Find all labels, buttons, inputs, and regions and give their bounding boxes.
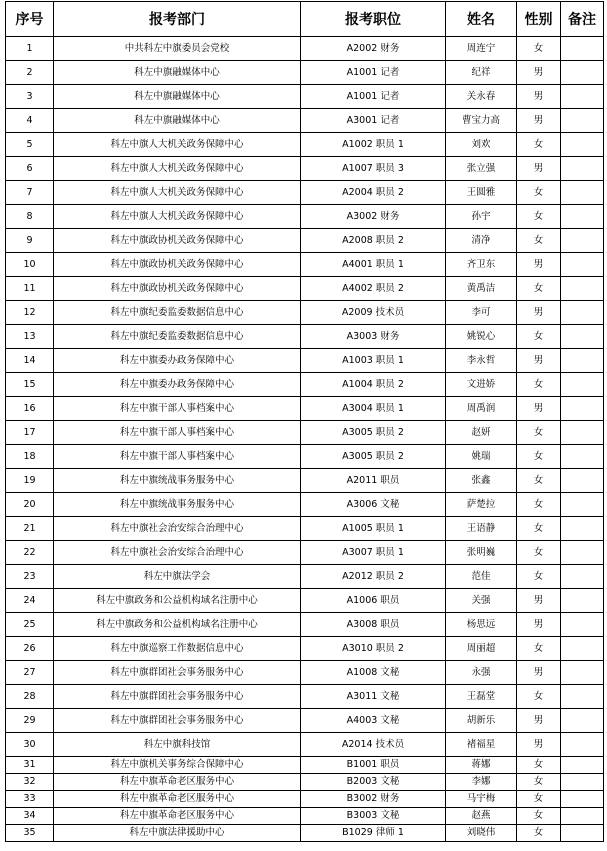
cell-gender: 女 — [517, 277, 561, 301]
cell-position: A3007 职员 1 — [301, 541, 446, 565]
header-gender: 性别 — [517, 2, 561, 37]
cell-remarks — [561, 613, 604, 637]
table-row — [6, 565, 604, 589]
table-row — [6, 517, 604, 541]
cell-position: A3005 职员 2 — [301, 421, 446, 445]
cell-name: 王语静 — [446, 517, 517, 541]
cell-remarks — [561, 774, 604, 791]
cell-gender: 男 — [517, 109, 561, 133]
cell-name: 萨楚拉 — [446, 493, 517, 517]
cell-department: 科左中旗法学会 — [54, 565, 301, 589]
cell-department: 科左中旗机关事务综合保障中心 — [54, 757, 301, 774]
cell-remarks — [561, 757, 604, 774]
cell-position: A1001 记者 — [301, 85, 446, 109]
cell-department: 科左中旗政协机关政务保障中心 — [54, 277, 301, 301]
header-remarks: 备注 — [561, 2, 604, 37]
cell-name: 赵妍 — [446, 421, 517, 445]
cell-position: A2012 职员 2 — [301, 565, 446, 589]
cell-remarks — [561, 133, 604, 157]
cell-position: A1007 职员 3 — [301, 157, 446, 181]
cell-gender: 女 — [517, 808, 561, 825]
cell-department: 科左中旗干部人事档案中心 — [54, 445, 301, 469]
cell-name: 曹宝力高 — [446, 109, 517, 133]
cell-index: 31 — [6, 757, 54, 774]
cell-name: 李可 — [446, 301, 517, 325]
cell-gender: 女 — [517, 791, 561, 808]
cell-department: 科左中旗政务和公益机构域名注册中心 — [54, 613, 301, 637]
cell-index: 22 — [6, 541, 54, 565]
cell-name: 齐卫东 — [446, 253, 517, 277]
cell-index: 19 — [6, 469, 54, 493]
cell-name: 褚福星 — [446, 733, 517, 757]
cell-position: A1002 职员 1 — [301, 133, 446, 157]
cell-index: 10 — [6, 253, 54, 277]
table-row — [6, 37, 604, 61]
header-name: 姓名 — [446, 2, 517, 37]
cell-department: 科左中旗政务和公益机构域名注册中心 — [54, 589, 301, 613]
cell-department: 科左中旗人大机关政务保障中心 — [54, 133, 301, 157]
cell-position: A3002 财务 — [301, 205, 446, 229]
cell-index: 21 — [6, 517, 54, 541]
cell-index: 11 — [6, 277, 54, 301]
cell-remarks — [561, 37, 604, 61]
cell-gender: 男 — [517, 253, 561, 277]
cell-remarks — [561, 709, 604, 733]
cell-remarks — [561, 421, 604, 445]
cell-remarks — [561, 205, 604, 229]
cell-name: 范佳 — [446, 565, 517, 589]
table-row — [6, 774, 604, 791]
header-row — [6, 2, 604, 37]
cell-index: 12 — [6, 301, 54, 325]
cell-position: A2008 职员 2 — [301, 229, 446, 253]
cell-remarks — [561, 565, 604, 589]
table-row — [6, 349, 604, 373]
cell-gender: 男 — [517, 589, 561, 613]
cell-department: 科左中旗人大机关政务保障中心 — [54, 157, 301, 181]
cell-gender: 女 — [517, 421, 561, 445]
cell-department: 科左中旗群团社会事务服务中心 — [54, 685, 301, 709]
cell-remarks — [561, 469, 604, 493]
cell-department: 科左中旗社会治安综合治理中心 — [54, 517, 301, 541]
cell-position: A1003 职员 1 — [301, 349, 446, 373]
cell-gender: 女 — [517, 493, 561, 517]
cell-position: B1029 律师 1 — [301, 825, 446, 842]
cell-gender: 女 — [517, 325, 561, 349]
cell-department: 科左中旗干部人事档案中心 — [54, 397, 301, 421]
cell-position: A1005 职员 1 — [301, 517, 446, 541]
cell-index: 6 — [6, 157, 54, 181]
cell-remarks — [561, 277, 604, 301]
cell-gender: 男 — [517, 613, 561, 637]
cell-gender: 男 — [517, 157, 561, 181]
cell-gender: 女 — [517, 517, 561, 541]
cell-remarks — [561, 349, 604, 373]
table-body — [6, 37, 604, 842]
cell-name: 周丽超 — [446, 637, 517, 661]
cell-name: 关永春 — [446, 85, 517, 109]
table-row — [6, 229, 604, 253]
cell-index: 23 — [6, 565, 54, 589]
cell-remarks — [561, 733, 604, 757]
cell-department: 科左中旗纪委监委数据信息中心 — [54, 325, 301, 349]
table-row — [6, 541, 604, 565]
cell-position: A2014 技术员 — [301, 733, 446, 757]
cell-department: 科左中旗群团社会事务服务中心 — [54, 709, 301, 733]
cell-position: A3004 职员 1 — [301, 397, 446, 421]
table-row — [6, 109, 604, 133]
cell-department: 中共科左中旗委员会党校 — [54, 37, 301, 61]
cell-gender: 女 — [517, 181, 561, 205]
cell-position: A2002 财务 — [301, 37, 446, 61]
cell-name: 张立强 — [446, 157, 517, 181]
cell-name: 文进娇 — [446, 373, 517, 397]
cell-gender: 女 — [517, 133, 561, 157]
cell-remarks — [561, 301, 604, 325]
cell-index: 28 — [6, 685, 54, 709]
cell-gender: 女 — [517, 469, 561, 493]
cell-index: 29 — [6, 709, 54, 733]
cell-name: 蒋娜 — [446, 757, 517, 774]
cell-remarks — [561, 825, 604, 842]
cell-remarks — [561, 685, 604, 709]
cell-department: 科左中旗干部人事档案中心 — [54, 421, 301, 445]
header-position: 报考职位 — [301, 2, 446, 37]
cell-remarks — [561, 253, 604, 277]
cell-department: 科左中旗融媒体中心 — [54, 85, 301, 109]
cell-position: A2004 职员 2 — [301, 181, 446, 205]
cell-remarks — [561, 61, 604, 85]
cell-index: 2 — [6, 61, 54, 85]
cell-gender: 女 — [517, 637, 561, 661]
cell-gender: 女 — [517, 757, 561, 774]
cell-index: 3 — [6, 85, 54, 109]
cell-remarks — [561, 325, 604, 349]
cell-index: 1 — [6, 37, 54, 61]
table-row — [6, 685, 604, 709]
cell-index: 34 — [6, 808, 54, 825]
cell-remarks — [561, 661, 604, 685]
cell-position: A3001 记者 — [301, 109, 446, 133]
cell-position: B2003 文秘 — [301, 774, 446, 791]
table-row — [6, 445, 604, 469]
cell-index: 16 — [6, 397, 54, 421]
personnel-table — [5, 1, 604, 842]
cell-remarks — [561, 808, 604, 825]
cell-name: 王磊堂 — [446, 685, 517, 709]
cell-name: 永强 — [446, 661, 517, 685]
cell-gender: 女 — [517, 565, 561, 589]
table-row — [6, 493, 604, 517]
cell-position: B1001 职员 — [301, 757, 446, 774]
table-row — [6, 613, 604, 637]
cell-department: 科左中旗人大机关政务保障中心 — [54, 205, 301, 229]
table-row — [6, 733, 604, 757]
cell-index: 17 — [6, 421, 54, 445]
cell-gender: 男 — [517, 661, 561, 685]
cell-department: 科左中旗委办政务保障中心 — [54, 373, 301, 397]
cell-index: 35 — [6, 825, 54, 842]
cell-gender: 女 — [517, 229, 561, 253]
table-row — [6, 421, 604, 445]
cell-name: 张鑫 — [446, 469, 517, 493]
cell-department: 科左中旗政协机关政务保障中心 — [54, 253, 301, 277]
cell-name: 马宇梅 — [446, 791, 517, 808]
cell-position: A4002 职员 2 — [301, 277, 446, 301]
cell-name: 关强 — [446, 589, 517, 613]
cell-name: 刘欢 — [446, 133, 517, 157]
cell-index: 5 — [6, 133, 54, 157]
table-row — [6, 637, 604, 661]
cell-gender: 女 — [517, 373, 561, 397]
cell-department: 科左中旗群团社会事务服务中心 — [54, 661, 301, 685]
table-row — [6, 791, 604, 808]
cell-gender: 女 — [517, 541, 561, 565]
cell-position: A1001 记者 — [301, 61, 446, 85]
cell-name: 王圆雅 — [446, 181, 517, 205]
header-department: 报考部门 — [54, 2, 301, 37]
cell-remarks — [561, 85, 604, 109]
cell-name: 刘晓伟 — [446, 825, 517, 842]
table-row — [6, 808, 604, 825]
cell-position: B3002 财务 — [301, 791, 446, 808]
cell-index: 4 — [6, 109, 54, 133]
table-row — [6, 825, 604, 842]
cell-department: 科左中旗融媒体中心 — [54, 109, 301, 133]
cell-remarks — [561, 397, 604, 421]
cell-position: A3005 职员 2 — [301, 445, 446, 469]
cell-remarks — [561, 157, 604, 181]
table-row — [6, 325, 604, 349]
cell-index: 25 — [6, 613, 54, 637]
table-row — [6, 157, 604, 181]
cell-name: 赵燕 — [446, 808, 517, 825]
cell-name: 杨思远 — [446, 613, 517, 637]
cell-department: 科左中旗委办政务保障中心 — [54, 349, 301, 373]
cell-gender: 男 — [517, 733, 561, 757]
cell-name: 黄禹洁 — [446, 277, 517, 301]
cell-position: A2011 职员 — [301, 469, 446, 493]
cell-name: 李娜 — [446, 774, 517, 791]
cell-remarks — [561, 637, 604, 661]
cell-position: A1004 职员 2 — [301, 373, 446, 397]
cell-department: 科左中旗革命老区服务中心 — [54, 774, 301, 791]
table-row — [6, 661, 604, 685]
cell-index: 9 — [6, 229, 54, 253]
cell-name: 姚锐心 — [446, 325, 517, 349]
cell-gender: 女 — [517, 37, 561, 61]
cell-index: 8 — [6, 205, 54, 229]
cell-gender: 女 — [517, 685, 561, 709]
cell-index: 32 — [6, 774, 54, 791]
cell-gender: 女 — [517, 825, 561, 842]
cell-name: 李永哲 — [446, 349, 517, 373]
cell-position: B3003 文秘 — [301, 808, 446, 825]
cell-name: 胡新乐 — [446, 709, 517, 733]
cell-position: A3003 财务 — [301, 325, 446, 349]
cell-department: 科左中旗统战事务服务中心 — [54, 469, 301, 493]
cell-position: A3006 文秘 — [301, 493, 446, 517]
cell-name: 清净 — [446, 229, 517, 253]
header-index: 序号 — [6, 2, 54, 37]
table-row — [6, 133, 604, 157]
cell-position: A1008 文秘 — [301, 661, 446, 685]
cell-index: 33 — [6, 791, 54, 808]
cell-name: 孙宇 — [446, 205, 517, 229]
cell-remarks — [561, 181, 604, 205]
cell-remarks — [561, 229, 604, 253]
cell-position: A4001 职员 1 — [301, 253, 446, 277]
table-row — [6, 85, 604, 109]
cell-remarks — [561, 541, 604, 565]
cell-gender: 女 — [517, 205, 561, 229]
cell-gender: 男 — [517, 397, 561, 421]
cell-position: A1006 职员 — [301, 589, 446, 613]
cell-gender: 男 — [517, 301, 561, 325]
cell-department: 科左中旗人大机关政务保障中心 — [54, 181, 301, 205]
cell-gender: 男 — [517, 85, 561, 109]
cell-remarks — [561, 493, 604, 517]
cell-department: 科左中旗法律援助中心 — [54, 825, 301, 842]
cell-index: 30 — [6, 733, 54, 757]
cell-remarks — [561, 109, 604, 133]
table-row — [6, 253, 604, 277]
table-row — [6, 709, 604, 733]
table-row — [6, 205, 604, 229]
cell-department: 科左中旗革命老区服务中心 — [54, 808, 301, 825]
cell-department: 科左中旗革命老区服务中心 — [54, 791, 301, 808]
cell-index: 20 — [6, 493, 54, 517]
table-row — [6, 589, 604, 613]
cell-index: 7 — [6, 181, 54, 205]
cell-remarks — [561, 791, 604, 808]
cell-position: A3010 职员 2 — [301, 637, 446, 661]
cell-position: A4003 文秘 — [301, 709, 446, 733]
cell-name: 纪祥 — [446, 61, 517, 85]
cell-gender: 男 — [517, 709, 561, 733]
cell-name: 周连宁 — [446, 37, 517, 61]
cell-name: 姚瑞 — [446, 445, 517, 469]
cell-remarks — [561, 373, 604, 397]
cell-name: 张明巍 — [446, 541, 517, 565]
table-row — [6, 181, 604, 205]
cell-index: 15 — [6, 373, 54, 397]
table-row — [6, 757, 604, 774]
cell-remarks — [561, 517, 604, 541]
cell-department: 科左中旗纪委监委数据信息中心 — [54, 301, 301, 325]
table-row — [6, 277, 604, 301]
cell-position: A3008 职员 — [301, 613, 446, 637]
cell-remarks — [561, 445, 604, 469]
cell-department: 科左中旗科技馆 — [54, 733, 301, 757]
cell-gender: 男 — [517, 61, 561, 85]
cell-index: 18 — [6, 445, 54, 469]
cell-position: A2009 技术员 — [301, 301, 446, 325]
cell-index: 24 — [6, 589, 54, 613]
table-row — [6, 397, 604, 421]
cell-gender: 男 — [517, 349, 561, 373]
cell-gender: 女 — [517, 445, 561, 469]
cell-department: 科左中旗巡察工作数据信息中心 — [54, 637, 301, 661]
cell-index: 27 — [6, 661, 54, 685]
cell-index: 13 — [6, 325, 54, 349]
cell-position: A3011 文秘 — [301, 685, 446, 709]
table-row — [6, 301, 604, 325]
table-row — [6, 373, 604, 397]
cell-gender: 女 — [517, 774, 561, 791]
table-row — [6, 61, 604, 85]
cell-department: 科左中旗社会治安综合治理中心 — [54, 541, 301, 565]
cell-department: 科左中旗政协机关政务保障中心 — [54, 229, 301, 253]
cell-index: 26 — [6, 637, 54, 661]
cell-index: 14 — [6, 349, 54, 373]
cell-name: 周禹润 — [446, 397, 517, 421]
cell-department: 科左中旗统战事务服务中心 — [54, 493, 301, 517]
cell-department: 科左中旗融媒体中心 — [54, 61, 301, 85]
cell-remarks — [561, 589, 604, 613]
table-row — [6, 469, 604, 493]
